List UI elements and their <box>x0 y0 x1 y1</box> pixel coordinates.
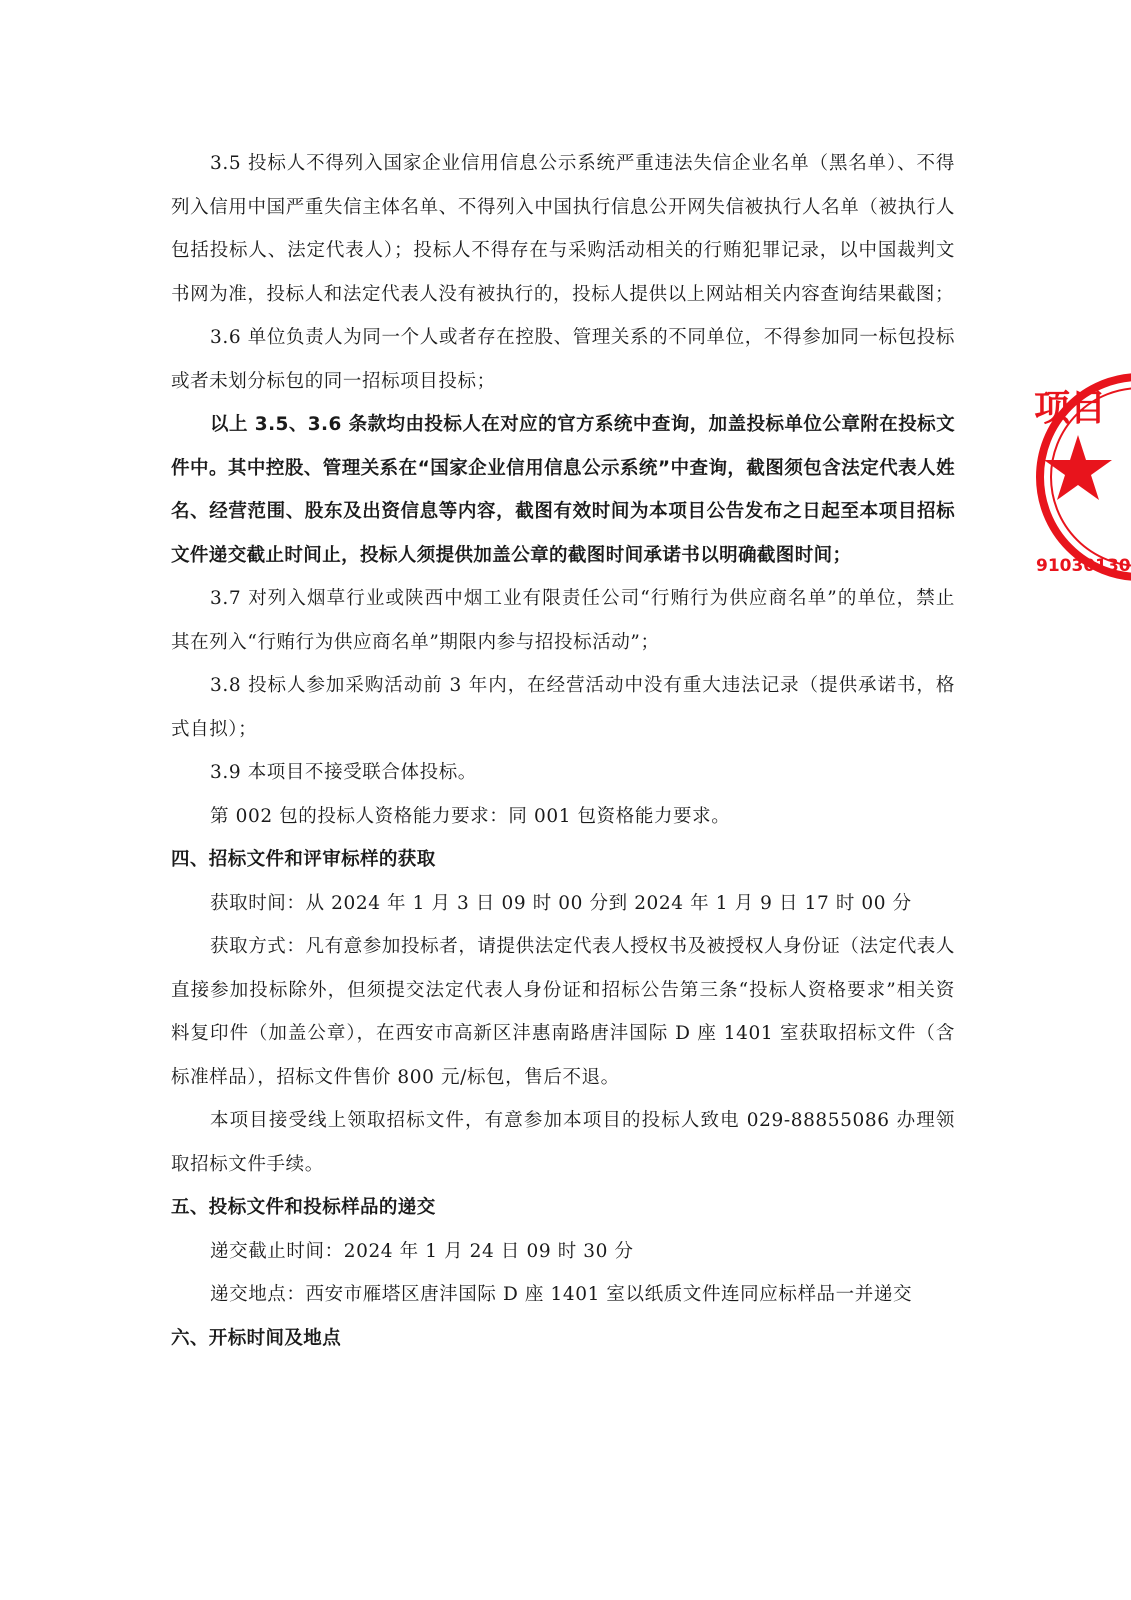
paragraph: 3.7 对列入烟草行业或陕西中烟工业有限责任公司“行贿行为供应商名单”的单位，禁止其在列入“行贿行为供应商名单”期限内参与招投标活动”； <box>171 588 955 653</box>
document-body <box>171 142 955 1360</box>
official-seal-stamp <box>1030 365 1131 595</box>
paragraph: 递交地点：西安市雁塔区唐沣国际 D 座 1401 室以纸质文件连同应标样品一并递交 <box>210 1284 913 1305</box>
paragraph: 以上 3.5、3.6 条款均由投标人在对应的官方系统中查询，加盖投标单位公章附在投标文件中。其中控股、管理关系在“国家企业信用信息公示系统”中查询，截图须包含法定代表人姓名、经营范围、股东及出资信息等内容，截图有效时间为本项目公告发布之日起至本项目招标文件递交截止时间止，投标人须提供加盖公章的截图时间承诺书以明确截图时间； <box>171 414 955 566</box>
svg-text:项目: 项目 <box>1034 388 1107 429</box>
section-heading: 六、开标时间及地点 <box>171 1327 342 1349</box>
paragraph: 获取方式：凡有意参加投标者，请提供法定代表人授权书及被授权人身份证（法定代表人直接参加投标除外，但须提交法定代表人身份证和招标公告第三条“投标人资格要求”相关资料复印件（加盖公章），在西安市高新区沣惠南路唐沣国际 D 座 1401 室获取招标文件（含标准样品），招标文件售价 800 元/标包，售后不退。 <box>171 936 955 1088</box>
section-heading: 五、投标文件和投标样品的递交 <box>171 1197 436 1218</box>
seal-icon <box>1030 365 1131 595</box>
paragraph: 3.9 本项目不接受联合体投标。 <box>210 762 477 783</box>
section-heading: 四、招标文件和评审标样的获取 <box>171 849 436 870</box>
paragraph: 3.5 投标人不得列入国家企业信用信息公示系统严重违法失信企业名单（黑名单）、不得列入信用中国严重失信主体名单、不得列入中国执行信息公开网失信被执行人名单（被执行人包括投标人、法定代表人）；投标人不得存在与采购活动相关的行贿犯罪记录，以中国裁判文书网为准，投标人和法定代表人没有被执行的，投标人提供以上网站相关内容查询结果截图； <box>171 153 955 305</box>
paragraph: 第 002 包的投标人资格能力要求：同 001 包资格能力要求。 <box>210 805 731 827</box>
paragraph: 本项目接受线上领取招标文件，有意参加本项目的投标人致电 029-88855086 办理领取招标文件手续。 <box>171 1110 955 1175</box>
paragraph: 3.6 单位负责人为同一个人或者存在控股、管理关系的不同单位，不得参加同一标包投标或者未划分标包的同一招标项目投标； <box>171 327 955 392</box>
paragraph: 递交截止时间：2024 年 1 月 24 日 09 时 30 分 <box>210 1240 634 1262</box>
paragraph: 3.8 投标人参加采购活动前 3 年内，在经营活动中没有重大违法记录（提供承诺书，格式自拟）； <box>171 675 955 740</box>
paragraph: 获取时间：从 2024 年 1 月 3 日 09 时 00 分到 2024 年 1 月 9 日 17 时 00 分 <box>210 892 912 914</box>
svg-text:91030130: 91030130 <box>1036 556 1131 576</box>
